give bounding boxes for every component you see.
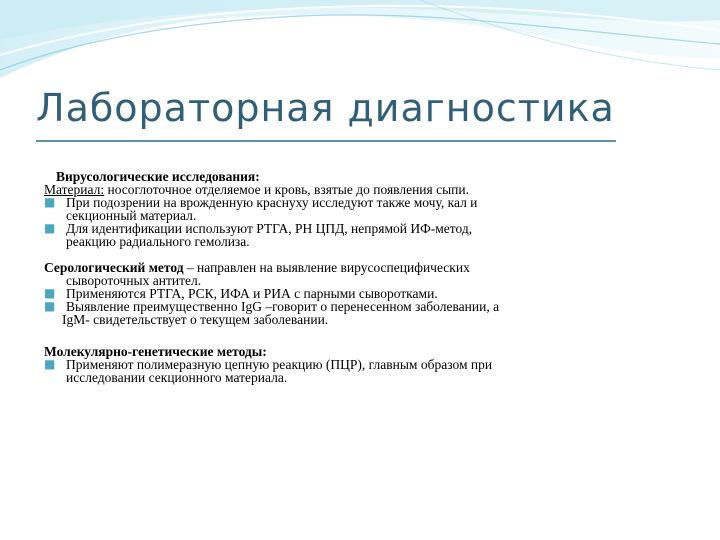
material-label: Материал: xyxy=(44,182,105,197)
molecular-heading: Молекулярно-генетические методы: xyxy=(44,344,267,359)
list-item xyxy=(44,222,684,248)
serology-heading-rest: – направлен на выявление вирусоспецифических xyxy=(183,260,470,275)
list-item xyxy=(44,196,684,222)
square-bullet-icon: ■ xyxy=(44,195,56,209)
list-item-text: Выявление преимущественно IgG –говорит о перенесенном заболевании, а xyxy=(66,299,500,314)
square-bullet-icon: ■ xyxy=(44,221,56,235)
square-bullet-icon: ■ xyxy=(44,357,56,371)
material-text: носоглоточное отделяемое и кровь, взятые до появления сыпи. xyxy=(104,182,470,197)
title-underline xyxy=(36,140,616,142)
serology-heading: Серологический метод xyxy=(44,260,184,275)
list-item-text: секционный материал. xyxy=(66,208,197,223)
virology-heading: Вирусологические исследования: xyxy=(56,169,260,184)
list-item-text: Применяются РТГА, РСК, ИФА и РИА с парными сыворотками. xyxy=(66,286,438,301)
list-item-text: Применяют полимеразную цепную реакцию (ПЦР), главным образом при xyxy=(66,357,493,372)
list-item xyxy=(44,358,684,384)
list-item xyxy=(44,300,684,326)
list-item-text: реакцию радиального гемолиза. xyxy=(66,234,250,249)
page-title: Лабораторная диагностика xyxy=(36,86,615,130)
list-item-text: Для идентификации используют РТГА, РН ЦПД, непрямой ИФ-метод, xyxy=(66,221,473,236)
slide-content xyxy=(44,170,684,384)
square-bullet-icon: ■ xyxy=(44,286,56,300)
list-item-text: исследовании секционного материала. xyxy=(66,370,288,385)
list-item-text: IgM- свидетельствует о текущем заболевании. xyxy=(62,312,329,327)
square-bullet-icon: ■ xyxy=(44,299,56,313)
serology-line2: сывороточных антител. xyxy=(66,273,202,288)
list-item-text: При подозрении на врожденную краснуху исследуют также мочу, кал и xyxy=(66,195,478,210)
